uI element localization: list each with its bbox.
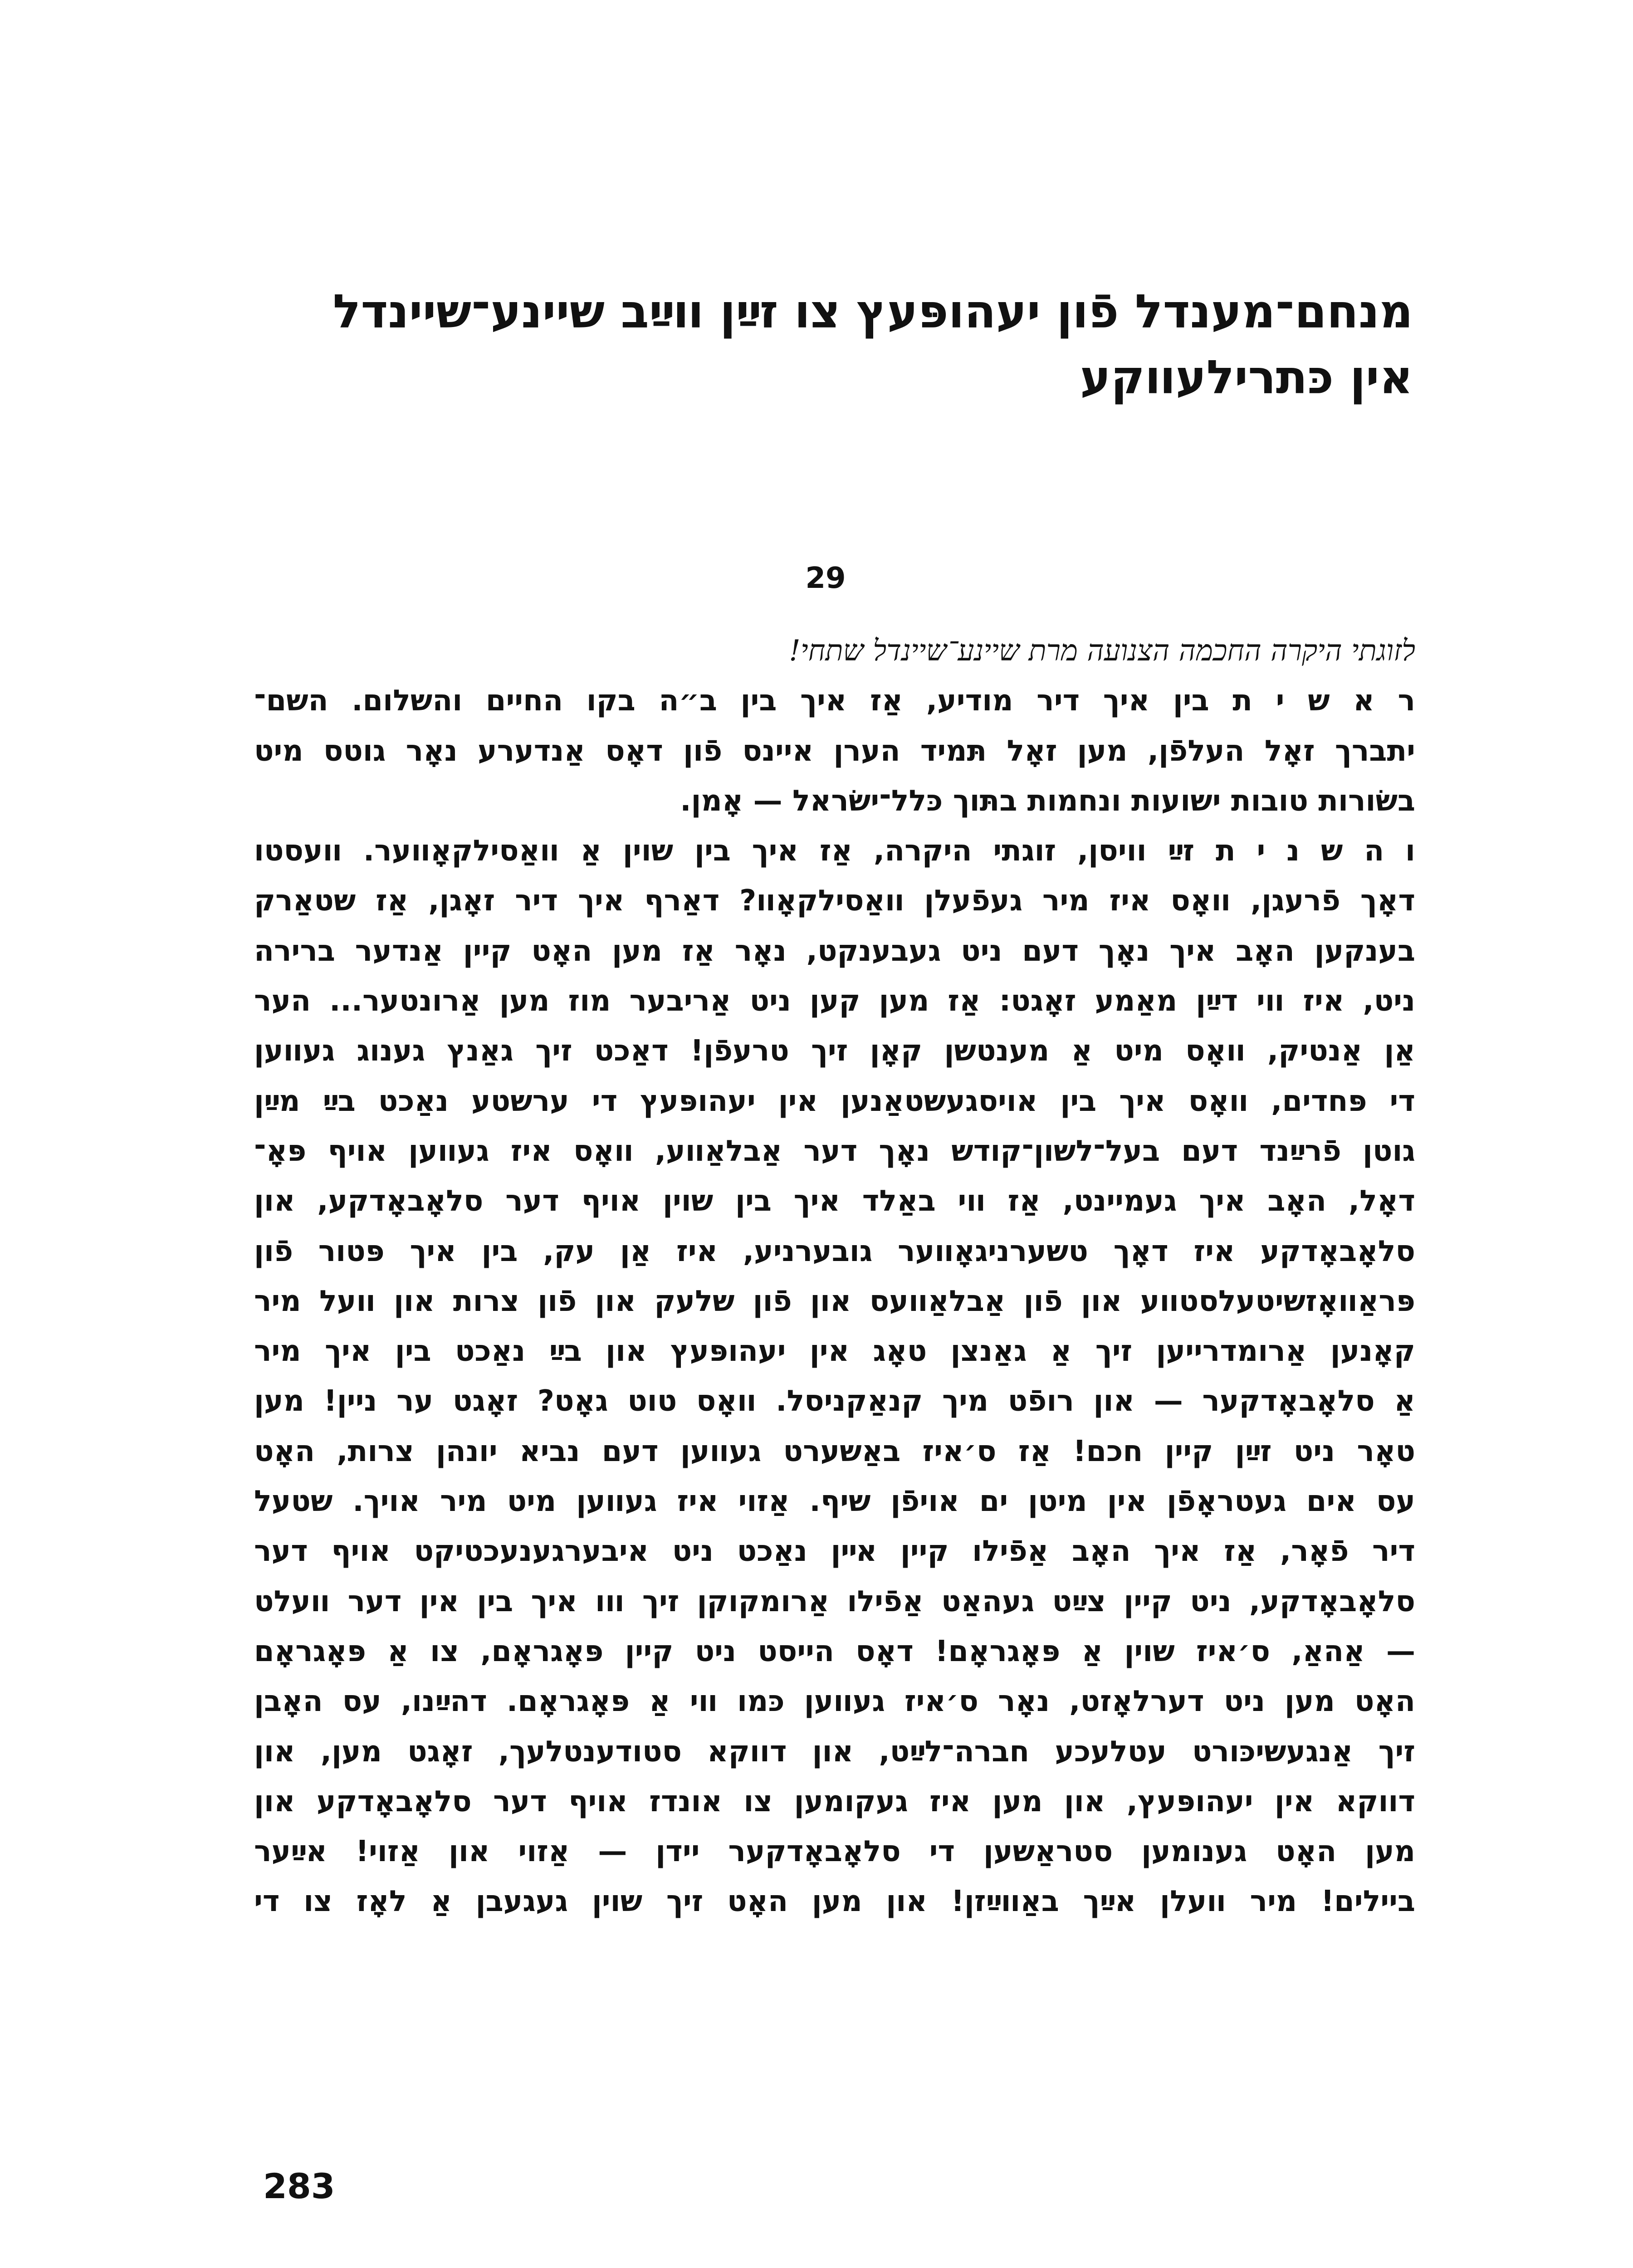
text-line: דאָל, האָב איך געמיינט, אַז װי באַלד איך בין שוין אויף דער סלאָבאָדקע, און xyxy=(254,1184,1415,1218)
text-line: עס אים געטראָפֿן אין מיטן ים אויפֿן שיף. אַזוי איז געװען מיט מיר אויך. שטעל xyxy=(254,1485,1415,1519)
text-line: — אַהאַ, ס׳איז שוין אַ פּאָגראָם! דאָס הייסט ניט קיין פּאָגראָם, צו אַ פּאָגראָם xyxy=(254,1634,1415,1668)
text-line: יתברך זאָל העלפֿן, מען זאָל תּמיד הערן איינס פֿון דאָס אַנדערע נאָר גוטס מיט xyxy=(254,734,1415,768)
text-line: אַן אַנטיק, װאָס מיט אַ מענטשן קאָן זיך טרעפֿן! דאַכט זיך גאַנץ גענוג געװען xyxy=(254,1034,1415,1068)
text-line: ו ה ש נ י ת זײַ וויסן, זוגתי היקרה, אַז איך בין שוין אַ װאַסילקאָװער. װעסטו xyxy=(254,834,1415,868)
text-line: דיר פֿאָר, אַז איך האָב אַפֿילו קיין אײן נאַכט ניט איבערגענעכטיקט אויף דער xyxy=(254,1535,1415,1569)
text-line: סלאָבאָדקע איז דאָך טשערניגאָװער גובערניע, איז אַן עק, בין איך פּטור פֿון xyxy=(254,1234,1415,1268)
text-line: גוטן פֿרײַנד דעם בעל־לשון־קודש נאָך דער אַבלאַװע, װאָס איז געװען אויף פּאָ־ xyxy=(254,1134,1415,1168)
chapter-title-line-1: מנחם־מענדל פֿון יעהופּעץ צו זײַן װײַב שיינע־שיינדל xyxy=(332,285,1413,339)
text-line: טאָר ניט זײַן קיין חכם! אַז ס׳איז באַשערט געװען דעם נביא יונהן צרות, האָט xyxy=(254,1434,1415,1468)
text-line: מען האָט גענומען סטראַשען די סלאָבאָדקער יידן — אַזוי און אַזוי! אײַער xyxy=(254,1835,1415,1869)
text-line: האָט מען ניט דערלאָזט, נאָר ס׳איז געװען כּמו װי אַ פּאָגראָם. דהײַנו, עס האָבן xyxy=(254,1685,1415,1719)
text-line: ביילים! מיר װעלן אײַך באַװײַזן! און מען האָט זיך שוין געגעבן אַ לאָז צו די xyxy=(254,1885,1415,1919)
chapter-title-line-2: אין כּתרילעװקע xyxy=(1080,351,1413,405)
letter-body xyxy=(254,626,1415,1927)
text-line: פּראַװאָזשיטעלסטװע און פֿון אַבלאַװעס און פֿון שלעק און פֿון צרות און װעל מיר xyxy=(254,1284,1415,1318)
text-line: ר א ש י ת בין איך דיר מודיע, אַז איך בין ב״ה בקו החיים והשלום. השם־ xyxy=(254,684,1415,718)
text-line: בענקען האָב איך נאָך דעם ניט געבענקט, נאָר אַז מען האָט קיין אַנדער ברירה xyxy=(254,934,1415,968)
chapter-number: 29 xyxy=(805,562,846,595)
text-line: די פּחדים, װאָס איך בין אויסגעשטאַנען אין יעהופּעץ די ערשטע נאַכט בײַ מײַן xyxy=(254,1084,1415,1118)
text-line: אַ סלאָבאָדקער — און רופֿט מיך קנאַקניסל. װאָס טוט גאָט? זאָגט ער ניין! מען xyxy=(254,1384,1415,1418)
text-line: סלאָבאָדקע, ניט קיין צײַט געהאַט אַפֿילו אַרומקוקן זיך װו איך בין אין דער װעלט xyxy=(254,1584,1415,1618)
text-line: דאָך פֿרעגן, װאָס איז מיר געפֿעלן װאַסילקאָװ? דאַרף איך דיר זאָגן, אַז שטאַרק xyxy=(254,884,1415,918)
text-line: ניט, איז װי דײַן מאַמע זאָגט: אַז מען קען ניט אַריבער מוז מען אַרונטער... הער xyxy=(254,984,1415,1018)
text-line: קאָנען אַרומדרייען זיך אַ גאַנצן טאָג אין יעהופּעץ און בײַ נאַכט בין איך מיר xyxy=(254,1334,1415,1369)
text-line: דווקא אין יעהופּעץ, און מען איז געקומען צו אונדז אויף דער סלאָבאָדקע און xyxy=(254,1784,1415,1818)
text-line: בשׂורות טובות ישועות ונחמות בתּוך כּלל־ישׂראל — אָמן. xyxy=(680,784,1415,818)
text-line: זיך אַנגעשיכּורט עטלעכע חברה־לײַט, און דווקא סטודענטלעך, זאָגט מען, און xyxy=(254,1735,1415,1769)
page-number: 283 xyxy=(263,2166,335,2206)
letter-salutation: לזוגתי היקרה החכמה הצנועה מרת שיינע־שיינדל שתחי! xyxy=(789,634,1415,668)
